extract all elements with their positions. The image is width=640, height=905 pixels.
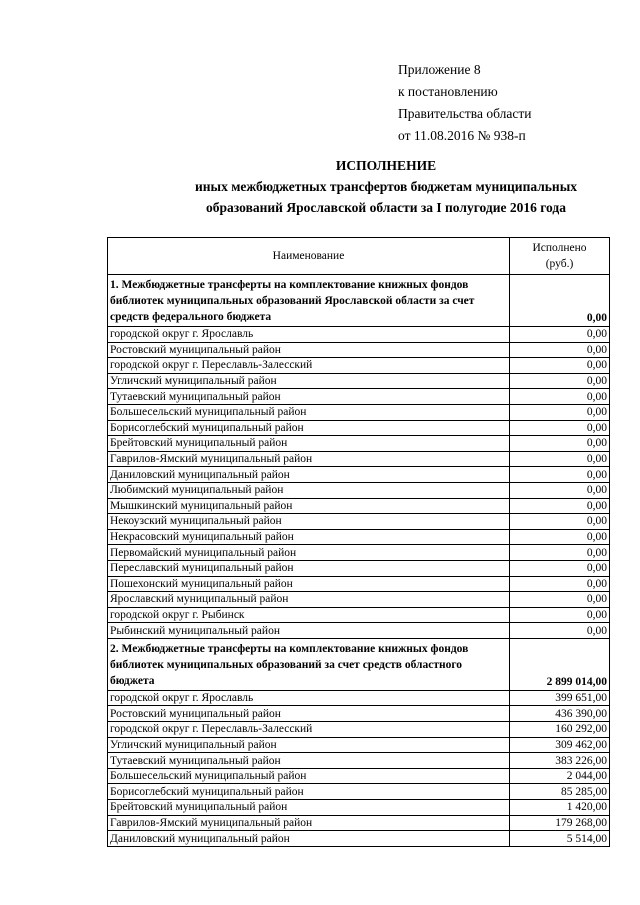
table-row (108, 753, 610, 769)
table-row (108, 358, 610, 374)
table-row (108, 623, 610, 639)
amount-cell: 309 462,00 (510, 737, 610, 753)
amount-cell: 0,00 (510, 404, 610, 420)
title-line: образований Ярославской области за I полугодие 2016 года (206, 200, 566, 215)
municipality-name-cell: Гаврилов-Ямский муниципальный район (108, 451, 510, 467)
municipality-name-cell: Первомайский муниципальный район (108, 545, 510, 561)
table-row (108, 389, 610, 405)
transfers-table (107, 237, 610, 847)
table-row (108, 815, 610, 831)
municipality-name-cell: городской округ г. Рыбинск (108, 607, 510, 623)
document-title (100, 155, 640, 218)
section-title-cell: 2. Межбюджетные трансферты на комплектование книжных фондов библиотек муниципальных образований за счет средств областного бюджета (108, 638, 510, 690)
amount-cell: 0,00 (510, 451, 610, 467)
header-amount-line: (руб.) (545, 258, 574, 270)
table-row (108, 498, 610, 514)
table-row (108, 436, 610, 452)
amount-cell: 0,00 (510, 436, 610, 452)
section-total-cell: 0,00 (510, 275, 610, 327)
amount-cell: 0,00 (510, 482, 610, 498)
amount-cell: 0,00 (510, 545, 610, 561)
title-line: ИСПОЛНЕНИЕ (335, 158, 437, 173)
appendix-line: от 11.08.2016 № 938-п (398, 128, 526, 143)
amount-cell: 0,00 (510, 327, 610, 343)
amount-cell: 179 268,00 (510, 815, 610, 831)
appendix-line: к постановлению (398, 84, 498, 99)
amount-cell: 0,00 (510, 592, 610, 608)
amount-cell: 0,00 (510, 623, 610, 639)
amount-cell: 383 226,00 (510, 753, 610, 769)
municipality-name-cell: городской округ г. Ярославль (108, 327, 510, 343)
table-header-row (108, 238, 610, 275)
amount-cell: 0,00 (510, 373, 610, 389)
header-amount-cell (510, 238, 610, 275)
amount-cell: 1 420,00 (510, 800, 610, 816)
section-row (108, 638, 610, 690)
municipality-name-cell: Пошехонский муниципальный район (108, 576, 510, 592)
appendix-line: Приложение 8 (398, 62, 481, 77)
municipality-name-cell: Брейтовский муниципальный район (108, 436, 510, 452)
municipality-name-cell: Рыбинский муниципальный район (108, 623, 510, 639)
table-row (108, 529, 610, 545)
table-row (108, 576, 610, 592)
municipality-name-cell: Ростовский муниципальный район (108, 342, 510, 358)
municipality-name-cell: Тутаевский муниципальный район (108, 389, 510, 405)
municipality-name-cell: городской округ г. Переславль-Залесский (108, 358, 510, 374)
amount-cell: 85 285,00 (510, 784, 610, 800)
amount-cell: 0,00 (510, 389, 610, 405)
amount-cell: 0,00 (510, 576, 610, 592)
municipality-name-cell: Даниловский муниципальный район (108, 831, 510, 847)
table-row (108, 545, 610, 561)
amount-cell: 160 292,00 (510, 722, 610, 738)
table-row (108, 373, 610, 389)
municipality-name-cell: городской округ г. Ярославль (108, 690, 510, 706)
municipality-name-cell: Ростовский муниципальный район (108, 706, 510, 722)
table-row (108, 784, 610, 800)
table-row (108, 737, 610, 753)
amount-cell: 0,00 (510, 498, 610, 514)
amount-cell: 399 651,00 (510, 690, 610, 706)
amount-cell: 0,00 (510, 358, 610, 374)
title-line: иных межбюджетных трансфертов бюджетам муниципальных (195, 179, 577, 194)
amount-cell: 0,00 (510, 467, 610, 483)
table-row (108, 482, 610, 498)
table-row (108, 420, 610, 436)
municipality-name-cell: Переславский муниципальный район (108, 560, 510, 576)
table-row (108, 722, 610, 738)
appendix-block (398, 59, 531, 147)
amount-cell: 2 044,00 (510, 768, 610, 784)
section-row (108, 275, 610, 327)
table-row (108, 690, 610, 706)
municipality-name-cell: Тутаевский муниципальный район (108, 753, 510, 769)
municipality-name-cell: Угличский муниципальный район (108, 737, 510, 753)
table-row (108, 342, 610, 358)
appendix-line: Правительства области (398, 106, 532, 121)
municipality-name-cell: Мышкинский муниципальный район (108, 498, 510, 514)
amount-cell: 0,00 (510, 560, 610, 576)
section-title-cell: 1. Межбюджетные трансферты на комплектование книжных фондов библиотек муниципальных образований Ярославской области за счет средств федерального бюджета (108, 275, 510, 327)
municipality-name-cell: Некоузский муниципальный район (108, 514, 510, 530)
table-row (108, 560, 610, 576)
amount-cell: 0,00 (510, 607, 610, 623)
amount-cell: 0,00 (510, 529, 610, 545)
table-row (108, 327, 610, 343)
municipality-name-cell: Борисоглебский муниципальный район (108, 784, 510, 800)
table-row (108, 467, 610, 483)
table-row (108, 451, 610, 467)
table-row (108, 404, 610, 420)
municipality-name-cell: Ярославский муниципальный район (108, 592, 510, 608)
amount-cell: 0,00 (510, 420, 610, 436)
amount-cell: 0,00 (510, 514, 610, 530)
table-row (108, 706, 610, 722)
municipality-name-cell: Брейтовский муниципальный район (108, 800, 510, 816)
municipality-name-cell: Угличский муниципальный район (108, 373, 510, 389)
amount-cell: 436 390,00 (510, 706, 610, 722)
section-total-cell: 2 899 014,00 (510, 638, 610, 690)
header-name-cell: Наименование (108, 238, 510, 275)
table-row (108, 607, 610, 623)
amount-cell: 5 514,00 (510, 831, 610, 847)
municipality-name-cell: Любимский муниципальный район (108, 482, 510, 498)
municipality-name-cell: Борисоглебский муниципальный район (108, 420, 510, 436)
table-row (108, 592, 610, 608)
municipality-name-cell: Большесельский муниципальный район (108, 768, 510, 784)
municipality-name-cell: городской округ г. Переславль-Залесский (108, 722, 510, 738)
table-row (108, 768, 610, 784)
municipality-name-cell: Даниловский муниципальный район (108, 467, 510, 483)
municipality-name-cell: Большесельский муниципальный район (108, 404, 510, 420)
table-row (108, 514, 610, 530)
table-row (108, 800, 610, 816)
municipality-name-cell: Некрасовский муниципальный район (108, 529, 510, 545)
amount-cell: 0,00 (510, 342, 610, 358)
header-amount-line: Исполнено (532, 242, 587, 254)
table-row (108, 831, 610, 847)
municipality-name-cell: Гаврилов-Ямский муниципальный район (108, 815, 510, 831)
